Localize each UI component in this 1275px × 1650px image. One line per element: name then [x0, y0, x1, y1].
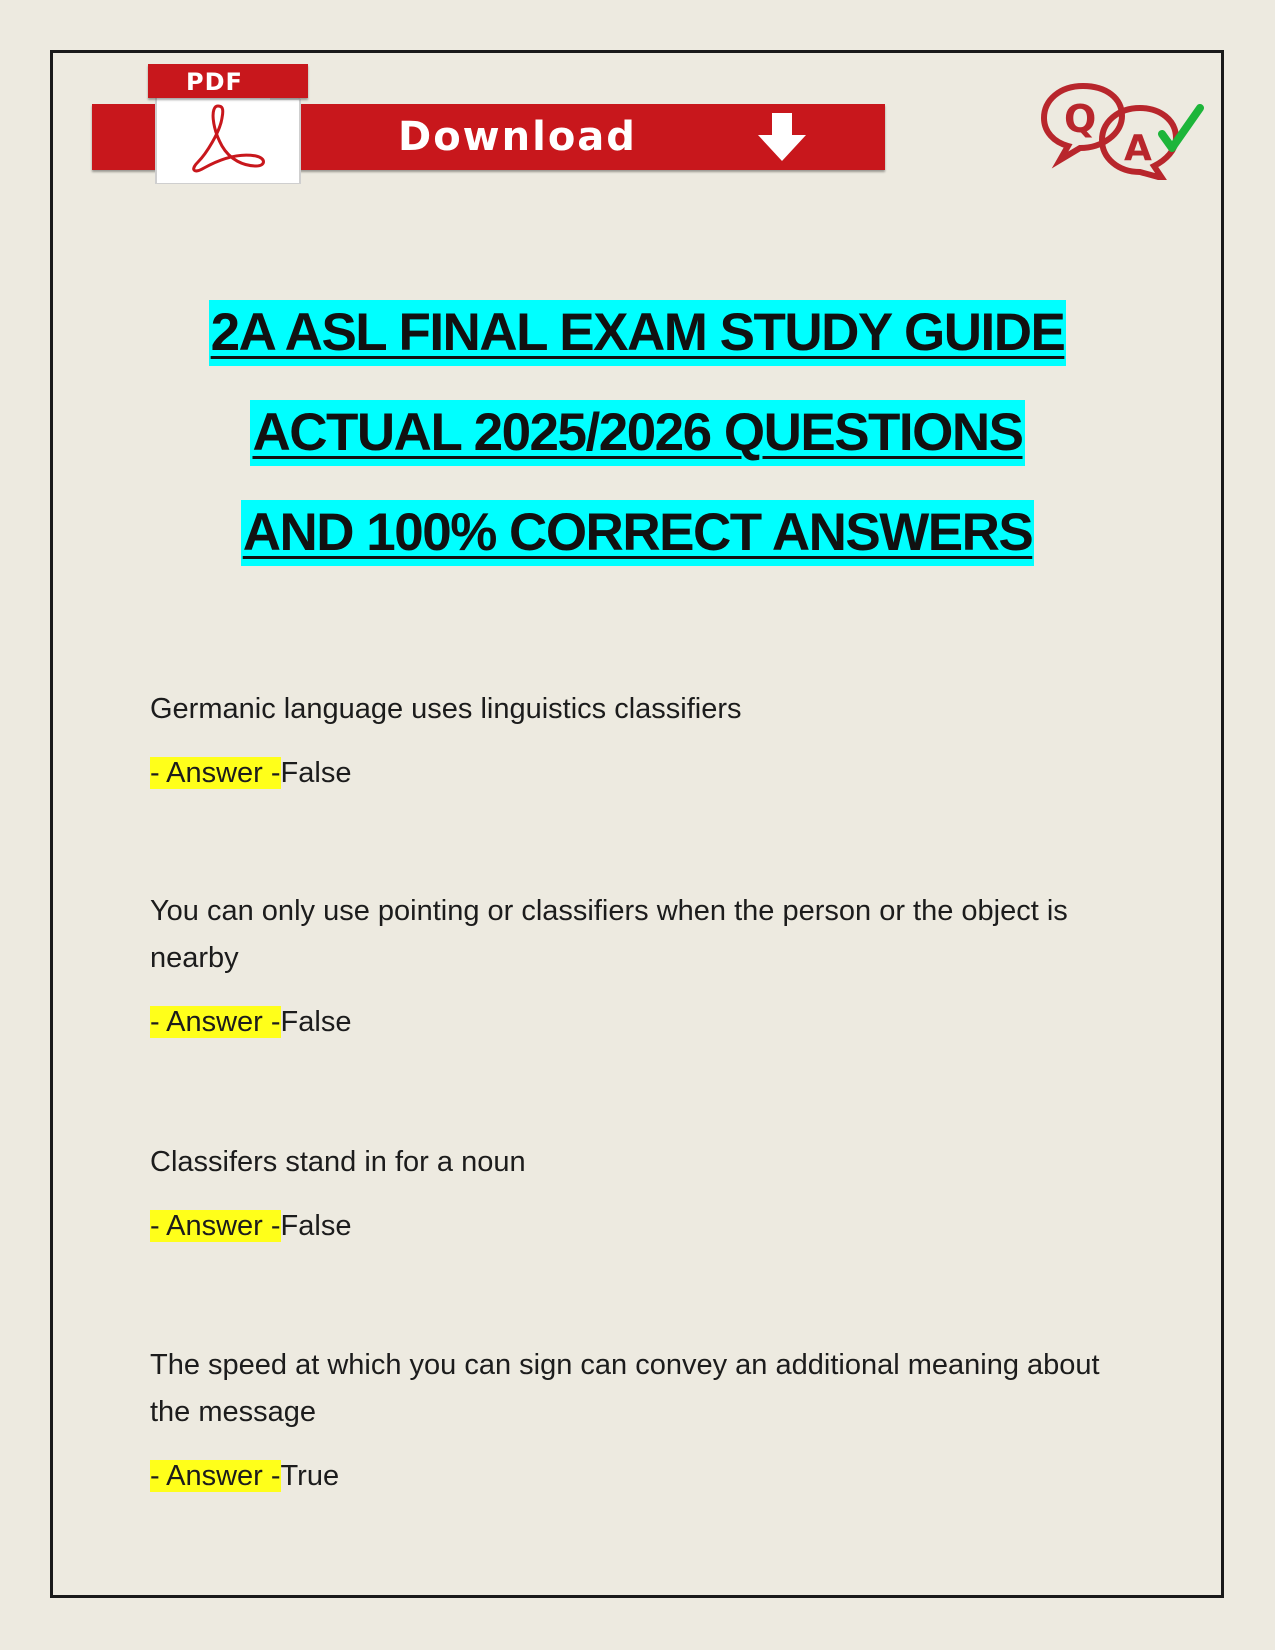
document-title	[0, 300, 1275, 600]
answer-prefix: - Answer -	[150, 1006, 281, 1038]
qa-check-logo	[1038, 78, 1208, 180]
answer-value: False	[280, 1006, 352, 1038]
answer-value: False	[280, 1210, 352, 1242]
answer-line	[150, 1002, 1130, 1042]
download-arrow-icon	[754, 113, 810, 163]
answer-prefix: - Answer -	[150, 757, 281, 789]
pdf-label: PDF	[186, 68, 243, 96]
qa-item	[150, 686, 1130, 793]
check-icon	[1162, 108, 1200, 148]
qa-item	[150, 1342, 1130, 1496]
download-label: Download	[398, 114, 637, 160]
answer-line	[150, 1456, 1130, 1496]
title-line-1: 2A ASL FINAL EXAM STUDY GUIDE	[0, 300, 1275, 400]
qa-item	[150, 1139, 1130, 1246]
question-text: You can only use pointing or classifiers when the person or the object is nearby	[150, 895, 1068, 974]
question-text: The speed at which you can sign can convey an additional meaning about the message	[150, 1349, 1100, 1428]
logo-q: Q	[1064, 97, 1097, 141]
title-line-2: ACTUAL 2025/2026 QUESTIONS	[0, 400, 1275, 500]
logo-a: A	[1124, 128, 1152, 169]
title-line-3: AND 100% CORRECT ANSWERS	[0, 500, 1275, 600]
answer-value: True	[280, 1460, 340, 1492]
qa-item	[150, 888, 1130, 1042]
question-text: Germanic language uses linguistics classifiers	[150, 693, 742, 725]
pdf-tag	[148, 64, 308, 98]
question-text: Classifers stand in for a noun	[150, 1146, 526, 1178]
answer-prefix: - Answer -	[150, 1210, 281, 1242]
answer-line	[150, 753, 1130, 793]
pdf-download-banner[interactable]	[92, 60, 887, 184]
answer-line	[150, 1206, 1130, 1246]
answer-prefix: - Answer -	[150, 1460, 281, 1492]
pdf-document-icon	[148, 62, 306, 184]
answer-value: False	[280, 757, 352, 789]
